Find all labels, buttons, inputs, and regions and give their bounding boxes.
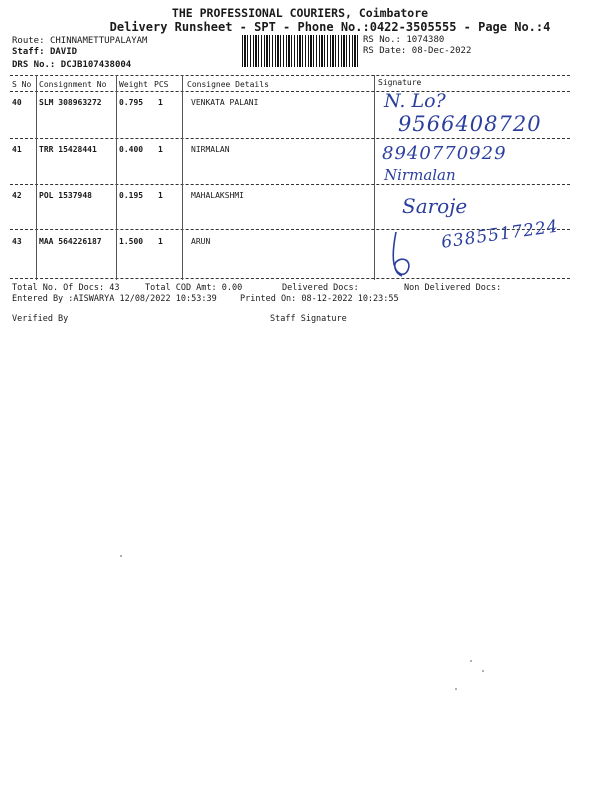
table-bottom-rule [10,278,570,279]
row-sno: 41 [12,145,22,154]
row-consignment: MAA 564226187 [39,237,102,246]
row-sno: 42 [12,191,22,200]
verified-by: Verified By [12,314,69,324]
staff-line [12,47,77,57]
drs-line [12,60,131,70]
row-consignee: VENKATA PALANI [191,98,259,107]
handwritten-signature: N. Lo? [384,90,446,112]
route-value: CHINNAMETTUPALAYAM [49,36,148,46]
table-top-rule [10,75,570,76]
row-weight: 0.195 [119,191,144,200]
row-consignment: TRR 15428441 [39,145,97,154]
scan-speck [482,670,484,672]
row-weight: 0.400 [119,145,144,154]
column-divider [182,75,183,280]
entered-by: Entered By :AISWARYA 12/08/2022 10:53:39 [12,294,217,304]
header-rule [10,91,570,92]
delivered-docs: Delivered Docs: [282,283,359,293]
row-consignment: POL 1537948 [39,191,92,200]
row-rule [10,184,570,185]
rs-no-line [363,35,444,45]
col-header-signature: Signature [378,78,422,87]
column-divider [36,75,37,280]
route-label: Route: [12,36,45,46]
rs-no-value: 1074380 [406,35,445,45]
staff-value: DAVID [49,47,78,57]
rs-date-label: RS Date: [363,46,407,56]
handwritten-signature: Nirmalan [384,166,456,184]
row-pcs: 1 [158,237,163,246]
handwritten-phone: 9566408720 [398,112,542,136]
scan-speck [470,660,472,662]
row-sno: 40 [12,98,22,107]
row-consignment: SLM 308963272 [39,98,102,107]
row-pcs: 1 [158,98,163,107]
staff-label: Staff: [12,47,45,57]
signature-scribble-image [388,228,418,280]
runsheet-title: Delivery Runsheet - SPT - Phone No.:0422-3505555 - Page No.:4 [109,20,551,34]
col-header-consignee: Consignee Details [187,80,269,89]
drs-label: DRS No.: [12,60,56,70]
handwritten-phone: 8940770929 [382,143,507,164]
row-pcs: 1 [158,145,163,154]
rs-date-line [363,46,471,56]
row-consignee: MAHALAKSHMI [191,191,244,200]
handwritten-phone: 6385517224 [440,216,560,253]
row-rule [10,138,570,139]
drs-value: DCJB107438004 [60,60,132,70]
handwritten-signature: Saroje [402,194,468,218]
col-header-pcs: PCS [154,80,169,89]
total-cod: Total COD Amt: 0.00 [145,283,243,293]
total-docs: Total No. Of Docs: 43 [12,283,120,293]
row-consignee: NIRMALAN [191,145,230,154]
rs-date-value: 08-Dec-2022 [411,46,472,56]
row-weight: 1.500 [119,237,144,246]
company-title: THE PROFESSIONAL COURIERS, Coimbatore [171,6,429,20]
col-header-weight: Weight [119,80,148,89]
staff-signature: Staff Signature [270,314,347,324]
scan-speck [455,688,457,690]
row-sno: 43 [12,237,22,246]
non-delivered-docs: Non Delivered Docs: [404,283,502,293]
row-weight: 0.795 [119,98,144,107]
row-consignee: ARUN [191,237,211,246]
col-header-sno: S No [12,80,32,89]
scan-speck [120,555,122,557]
barcode-image [242,35,358,67]
col-header-consignment: Consignment No [39,80,107,89]
column-divider [116,75,117,280]
printed-on: Printed On: 08-12-2022 10:23:55 [240,294,399,304]
route-line [12,36,147,46]
rs-no-label: RS No.: [363,35,401,45]
row-pcs: 1 [158,191,163,200]
column-divider [374,75,375,280]
